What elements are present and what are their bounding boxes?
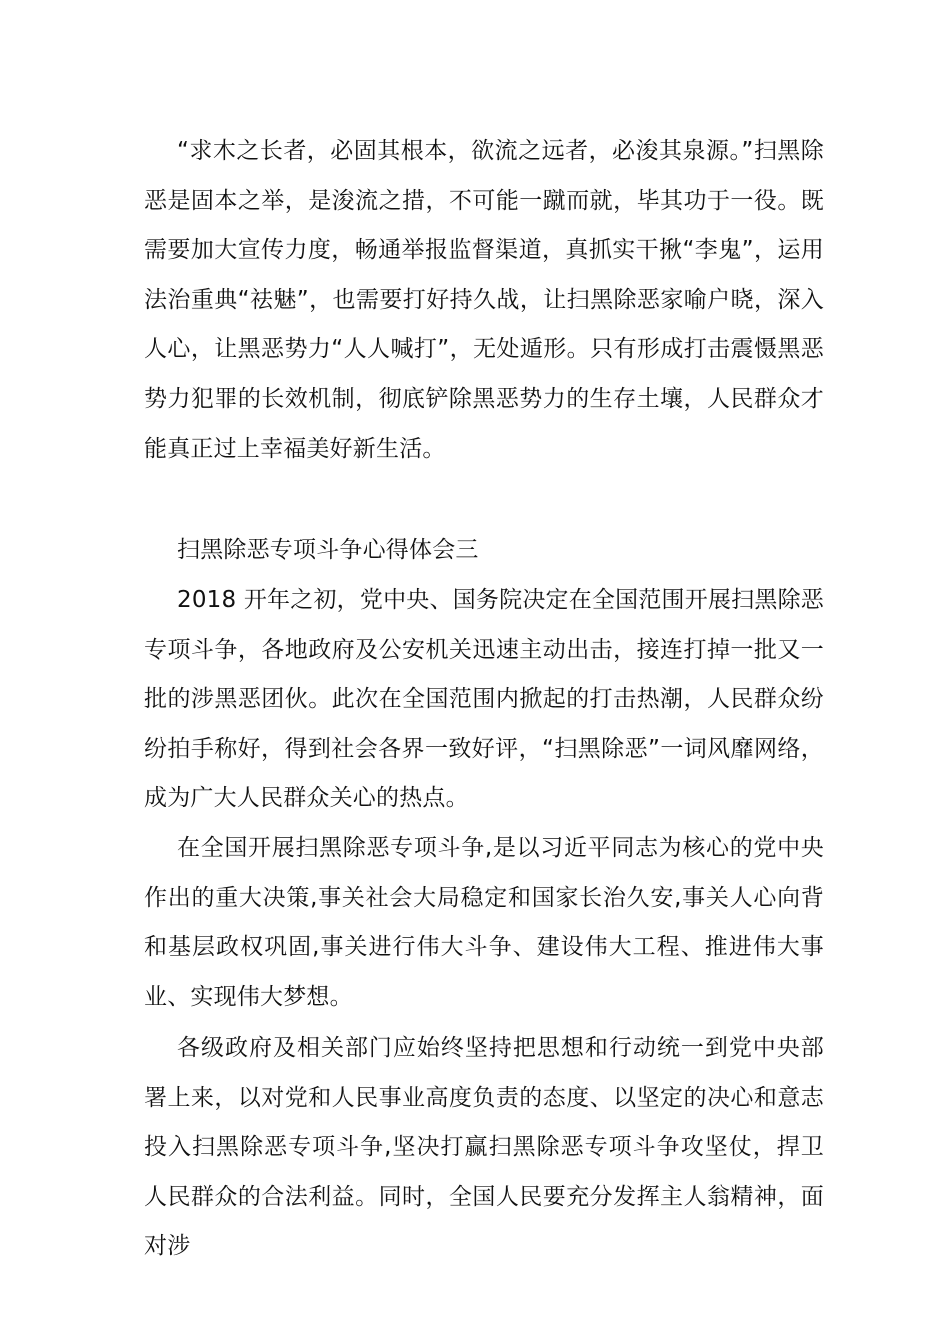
paragraph-intro-quote: “求木之长者，必固其根本，欲流之远者，必浚其泉源。”扫黑除恶是固本之举，是浚流之措，不可能一蹴而就，毕其功于一役。既需要加大宣传力度，畅通举报监督渠道，真抓实干揪“李鬼”，运用法治重典“祛魅”，也需要打好持久战，让扫黑除恶家喻户晓，深入人心，让黑恶势力“人人喊打”，无处遁形。只有形成打击震慑黑恶势力犯罪的长效机制，彻底铲除黑恶势力的生存土壤，人民群众才能真正过上幸福美好新生活。 <box>144 138 824 462</box>
paragraph-significance: 在全国开展扫黑除恶专项斗争,是以习近平同志为核心的党中央作出的重大决策,事关社会大局稳定和国家长治久安,事关人心向背和基层政权巩固,事关进行伟大斗争、建设伟大工程、推进伟大事业、实现伟大梦想。 <box>144 835 824 1010</box>
paragraph-background: 2018 开年之初，党中央、国务院决定在全国范围开展扫黑除恶专项斗争，各地政府及公安机关迅速主动出击，接连打掉一批又一批的涉黑恶团伙。此次在全国范围内掀起的打击热潮，人民群众纷纷拍手称好，得到社会各界一致好评，“扫黑除恶”一词风靡网络，成为广大人民群众关心的热点。 <box>144 587 824 812</box>
paragraph-responsibility: 各级政府及相关部门应始终坚持把思想和行动统一到党中央部署上来，以对党和人民事业高度负责的态度、以坚定的决心和意志投入扫黑除恶专项斗争,坚决打赢扫黑除恶专项斗争攻坚仗，捍卫人民群众的合法利益。同时，全国人民要充分发挥主人翁精神，面对涉 <box>144 1035 824 1260</box>
section-heading: 扫黑除恶专项斗争心得体会三 <box>177 537 479 563</box>
